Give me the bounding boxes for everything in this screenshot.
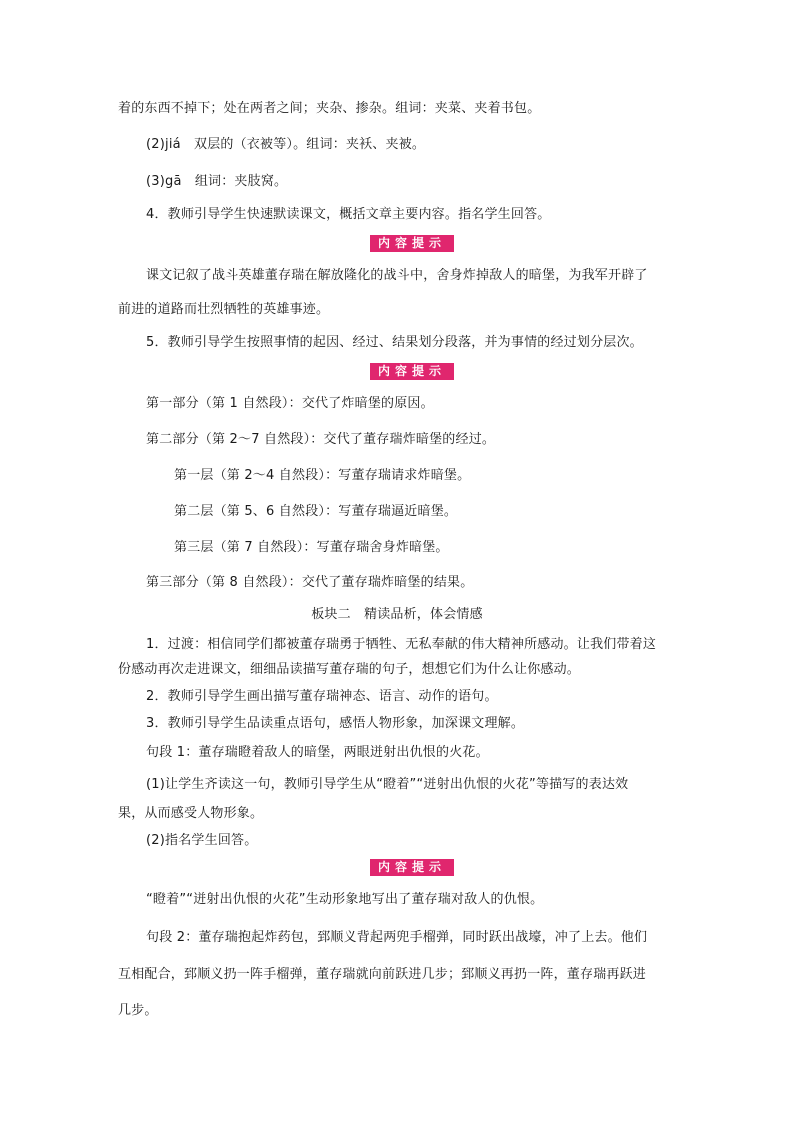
text-line: 第二层（第 5、6 自然段）：写董存瑞逼近暗堡。 <box>174 504 458 519</box>
text-line: 第二部分（第 2～7 自然段）：交代了董存瑞炸暗堡的经过。 <box>146 432 496 447</box>
content-hint-badge: 内容提示 <box>370 235 454 252</box>
text-line: 第一部分（第 1 自然段）：交代了炸暗堡的原因。 <box>146 396 434 411</box>
text-line: 第三层（第 7 自然段）：写董存瑞舍身炸暗堡。 <box>174 540 449 555</box>
text-line: 3．教师引导学生品读重点语句，感悟人物形象，加深课文理解。 <box>146 716 525 731</box>
text-line: 前进的道路而壮烈牺牲的英雄事迹。 <box>118 302 330 317</box>
text-line: (3)gā 组词：夹肢窝。 <box>146 174 288 189</box>
text-line: (1)让学生齐读这一句，教师引导学生从“瞪着”“迸射出仇恨的火花”等描写的表达效 <box>146 777 629 792</box>
text-line: 1．过渡：相信同学们都被董存瑞勇于牺牲、无私奉献的伟大精神所感动。让我们带着这 <box>146 637 657 652</box>
text-line: 句段 2：董存瑞抱起炸药包，郅顺义背起两兜手榴弹，同时跃出战壕，冲了上去。他们 <box>146 930 648 945</box>
text-line: 果，从而感受人物形象。 <box>118 806 264 821</box>
section-heading: 板块二 精读品析，体会情感 <box>311 607 483 622</box>
text-line: “瞪着”“迸射出仇恨的火花”生动形象地写出了董存瑞对敌人的仇恨。 <box>146 892 544 907</box>
text-line: 5．教师引导学生按照事情的起因、经过、结果划分段落，并为事情的经过划分层次。 <box>146 335 643 350</box>
text-line: 互相配合，郅顺义扔一阵手榴弹，董存瑞就向前跃进几步；郅顺义再扔一阵，董存瑞再跃进 <box>118 967 647 982</box>
text-line: 课文记叙了战斗英雄董存瑞在解放隆化的战斗中，舍身炸掉敌人的暗堡，为我军开辟了 <box>146 268 648 283</box>
content-hint-badge: 内容提示 <box>370 363 454 380</box>
text-line: (2)jiá 双层的（衣被等）。组词：夹袄、夹被。 <box>146 137 426 152</box>
text-line: (2)指名学生回答。 <box>146 833 258 848</box>
text-line: 第一层（第 2～4 自然段）：写董存瑞请求炸暗堡。 <box>174 468 471 483</box>
text-line: 句段 1：董存瑞瞪着敌人的暗堡，两眼迸射出仇恨的火花。 <box>146 745 489 760</box>
text-line: 2．教师引导学生画出描写董存瑞神态、语言、动作的语句。 <box>146 689 498 704</box>
text-line: 着的东西不掉下；处在两者之间；夹杂、掺杂。组词：夹菜、夹着书包。 <box>118 101 541 116</box>
content-hint-badge: 内容提示 <box>370 859 454 876</box>
text-line: 4．教师引导学生快速默读课文，概括文章主要内容。指名学生回答。 <box>146 207 551 222</box>
text-line: 几步。 <box>118 1003 158 1018</box>
text-line: 份感动再次走进课文，细细品读描写董存瑞的句子，想想它们为什么让你感动。 <box>118 662 581 677</box>
text-line: 第三部分（第 8 自然段）：交代了董存瑞炸暗堡的结果。 <box>146 575 474 590</box>
